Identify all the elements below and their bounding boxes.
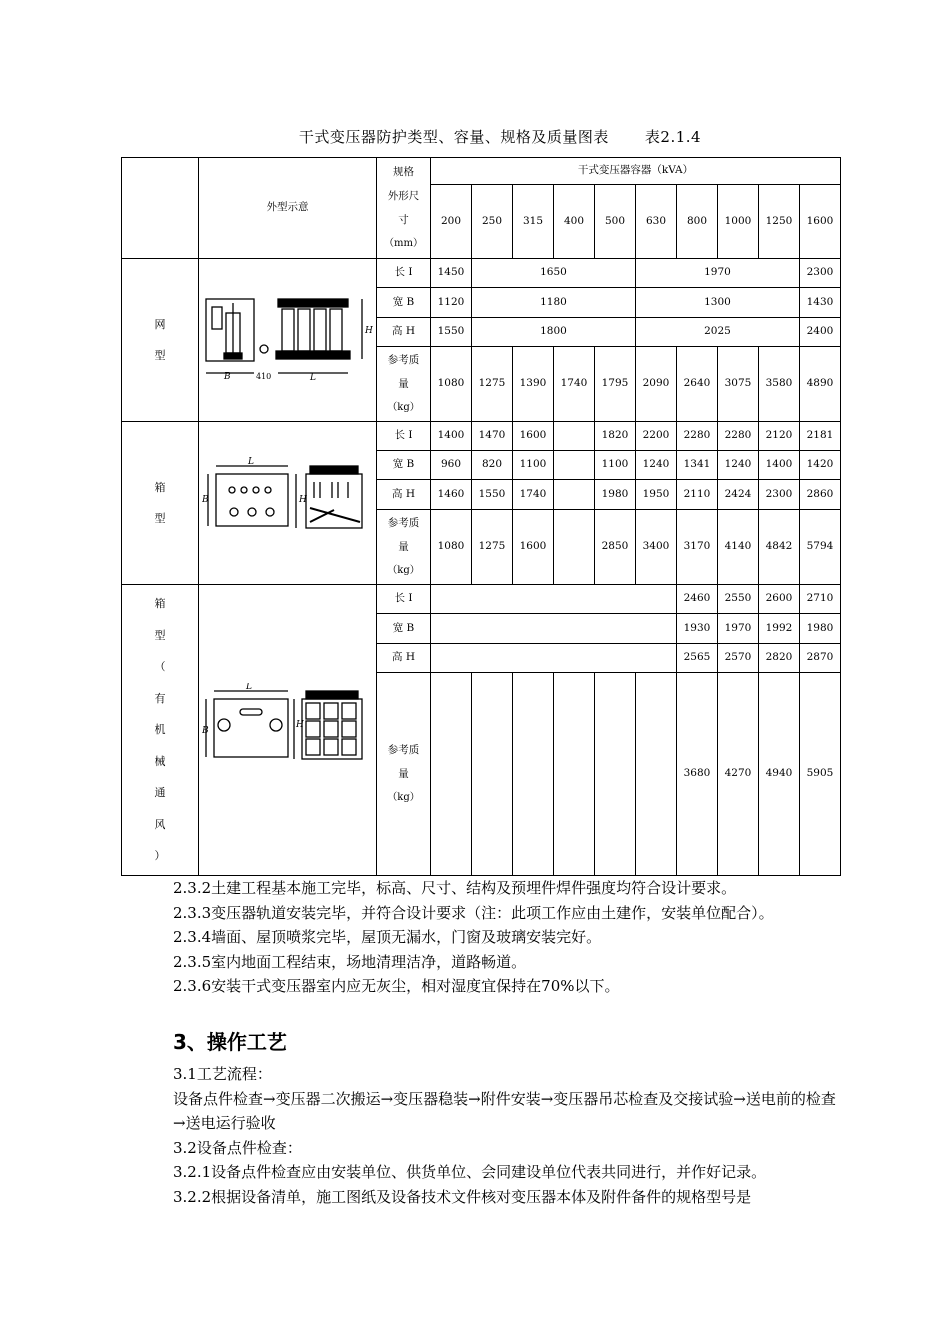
value-cell: 1992 <box>759 614 800 644</box>
value-cell <box>554 510 595 585</box>
value-cell: 2870 <box>800 644 841 673</box>
value-cell: 2300 <box>800 259 841 288</box>
type-cell-mesh: 网 型 <box>122 259 199 422</box>
param-height: 高 H <box>377 644 431 673</box>
value-cell: 2570 <box>718 644 759 673</box>
value-cell <box>554 480 595 510</box>
paragraph: 3.2.1设备点件检查应由安装单位、供货单位、会同建设单位代表共同进行，并作好记录。 <box>173 1163 767 1181</box>
value-cell: 1950 <box>636 480 677 510</box>
value-cell: 2424 <box>718 480 759 510</box>
capacity-cell: 400 <box>554 185 595 259</box>
value-cell: 2860 <box>800 480 841 510</box>
value-cell: 3170 <box>677 510 718 585</box>
empty-cell <box>554 673 595 876</box>
paragraph: 2.3.2土建工程基本施工完毕，标高、尺寸、结构及预埋件焊件强度均符合设计要求。 <box>173 879 737 897</box>
fig-label-b: B <box>201 495 209 506</box>
value-cell: 1080 <box>431 347 472 422</box>
value-cell: 1341 <box>677 451 718 480</box>
table-caption <box>0 126 950 147</box>
empty-cell <box>595 673 636 876</box>
value-cell: 2025 <box>636 318 800 347</box>
section-heading: 3、操作工艺 <box>173 1030 287 1054</box>
capacity-cell: 630 <box>636 185 677 259</box>
value-cell: 1550 <box>472 480 513 510</box>
value-cell: 2181 <box>800 422 841 451</box>
value-cell: 1795 <box>595 347 636 422</box>
value-cell: 5794 <box>800 510 841 585</box>
value-cell: 1970 <box>718 614 759 644</box>
value-cell: 1980 <box>800 614 841 644</box>
value-cell: 2110 <box>677 480 718 510</box>
value-cell: 1650 <box>472 259 636 288</box>
value-cell: 2600 <box>759 585 800 614</box>
value-cell: 1420 <box>800 451 841 480</box>
ventilated-box-transformer-figure <box>202 683 374 771</box>
figure-cell-mesh <box>199 259 377 422</box>
value-cell: 2550 <box>718 585 759 614</box>
mesh-transformer-figure <box>202 293 374 381</box>
value-cell: 1800 <box>472 318 636 347</box>
value-cell: 2400 <box>800 318 841 347</box>
value-cell: 2280 <box>718 422 759 451</box>
paragraph: 设备点件检查→变压器二次搬运→变压器稳装→附件安装→变压器吊芯检查及交接试验→送电前的检查→送电运行验收 <box>173 1089 836 1132</box>
fig-label-gap: 410 <box>255 372 271 382</box>
capacity-header: 干式变压器容器（kVA） <box>431 158 841 185</box>
value-cell: 4270 <box>718 673 759 876</box>
param-width: 宽 B <box>377 451 431 480</box>
fig-label-l: L <box>247 457 254 468</box>
param-mass: 参考质 量 （kg） <box>377 510 431 585</box>
value-cell: 5905 <box>800 673 841 876</box>
value-cell: 1740 <box>513 480 554 510</box>
paragraph: 2.3.5室内地面工程结束，场地清理洁净，道路畅道。 <box>173 952 527 971</box>
param-width: 宽 B <box>377 288 431 318</box>
value-cell: 2280 <box>677 422 718 451</box>
value-cell: 4842 <box>759 510 800 585</box>
param-length: 长 I <box>377 259 431 288</box>
value-cell: 2460 <box>677 585 718 614</box>
value-cell: 1550 <box>431 318 472 347</box>
value-cell: 1275 <box>472 510 513 585</box>
value-cell: 3680 <box>677 673 718 876</box>
value-cell: 2640 <box>677 347 718 422</box>
value-cell: 2710 <box>800 585 841 614</box>
shape-header: 外型示意 <box>199 158 377 259</box>
type-cell-box: 箱 型 <box>122 422 199 585</box>
value-cell: 1390 <box>513 347 554 422</box>
value-cell: 1460 <box>431 480 472 510</box>
fig-label-h: H <box>295 720 304 731</box>
empty-cell <box>636 673 677 876</box>
empty-span-cell <box>431 644 677 673</box>
value-cell: 1240 <box>636 451 677 480</box>
paragraph-list-1 <box>173 876 841 999</box>
value-cell: 1275 <box>472 347 513 422</box>
paragraph: 2.3.6安装干式变压器室内应无灰尘，相对湿度宜保持在70%以下。 <box>173 977 620 995</box>
value-cell: 1740 <box>554 347 595 422</box>
value-cell: 1980 <box>595 480 636 510</box>
table-number: 表2.1.4 <box>644 128 702 146</box>
value-cell: 4890 <box>800 347 841 422</box>
value-cell: 1470 <box>472 422 513 451</box>
param-mass: 参考质 量 （kg） <box>377 347 431 422</box>
capacity-cell: 1000 <box>718 185 759 259</box>
fig-label-b: B <box>223 372 231 382</box>
value-cell <box>554 451 595 480</box>
value-cell: 2120 <box>759 422 800 451</box>
figure-cell-box-ventilated <box>199 585 377 876</box>
capacity-cell: 315 <box>513 185 554 259</box>
capacity-cell: 250 <box>472 185 513 259</box>
empty-cell <box>472 673 513 876</box>
empty-cell <box>431 673 472 876</box>
fig-label-b: B <box>201 726 209 737</box>
spec-header: 规格 外形尺 寸 （mm） <box>377 158 431 259</box>
paragraph: 3.2设备点件检查： <box>173 1138 302 1157</box>
fig-label-h: H <box>298 495 307 506</box>
paragraph-list-2 <box>173 1062 841 1209</box>
value-cell: 2850 <box>595 510 636 585</box>
value-cell: 2090 <box>636 347 677 422</box>
empty-span-cell <box>431 585 677 614</box>
capacity-cell: 800 <box>677 185 718 259</box>
value-cell: 3580 <box>759 347 800 422</box>
value-cell: 1400 <box>431 422 472 451</box>
value-cell: 2820 <box>759 644 800 673</box>
value-cell: 1080 <box>431 510 472 585</box>
capacity-cell: 1600 <box>800 185 841 259</box>
value-cell: 960 <box>431 451 472 480</box>
value-cell: 1930 <box>677 614 718 644</box>
value-cell: 1600 <box>513 422 554 451</box>
param-mass: 参考质 量 （kg） <box>377 673 431 876</box>
value-cell: 1180 <box>472 288 636 318</box>
value-cell: 3400 <box>636 510 677 585</box>
fig-label-l: L <box>309 373 316 382</box>
value-cell: 1120 <box>431 288 472 318</box>
paragraph: 2.3.3变压器轨道安装完毕，并符合设计要求（注：此项工作应由土建作，安装单位配合）。 <box>173 903 774 922</box>
value-cell: 820 <box>472 451 513 480</box>
value-cell: 1970 <box>636 259 800 288</box>
param-height: 高 H <box>377 318 431 347</box>
type-cell-box-ventilated: 箱 型 （ 有 机 械 通 风 ） <box>122 585 199 876</box>
value-cell: 4940 <box>759 673 800 876</box>
value-cell: 1400 <box>759 451 800 480</box>
empty-cell <box>513 673 554 876</box>
param-width: 宽 B <box>377 614 431 644</box>
param-length: 长 I <box>377 585 431 614</box>
paragraph: 2.3.4墙面、屋顶喷浆完毕，屋顶无漏水，门窗及玻璃安装完好。 <box>173 928 602 946</box>
transformer-spec-table <box>121 157 841 876</box>
value-cell: 1300 <box>636 288 800 318</box>
value-cell: 1450 <box>431 259 472 288</box>
paragraph: 3.2.2根据设备清单，施工图纸及设备技术文件核对变压器本体及附件备件的规格型号是 <box>173 1187 752 1206</box>
value-cell: 4140 <box>718 510 759 585</box>
param-height: 高 H <box>377 480 431 510</box>
figure-cell-box <box>199 422 377 585</box>
capacity-cell: 1250 <box>759 185 800 259</box>
capacity-cell: 500 <box>595 185 636 259</box>
value-cell: 1100 <box>513 451 554 480</box>
capacity-cell: 200 <box>431 185 472 259</box>
value-cell: 2300 <box>759 480 800 510</box>
param-length: 长 I <box>377 422 431 451</box>
empty-span-cell <box>431 614 677 644</box>
value-cell: 2200 <box>636 422 677 451</box>
box-transformer-figure <box>202 456 374 544</box>
value-cell: 3075 <box>718 347 759 422</box>
value-cell: 1820 <box>595 422 636 451</box>
table-title: 干式变压器防护类型、容量、规格及质量图表 <box>298 128 609 146</box>
fig-label-l: L <box>245 683 252 693</box>
value-cell <box>554 422 595 451</box>
value-cell: 1240 <box>718 451 759 480</box>
value-cell: 1430 <box>800 288 841 318</box>
value-cell: 2565 <box>677 644 718 673</box>
header-empty-cell <box>122 158 199 259</box>
fig-label-h: H <box>364 326 373 337</box>
value-cell: 1100 <box>595 451 636 480</box>
paragraph: 3.1工艺流程： <box>173 1065 272 1083</box>
value-cell: 1600 <box>513 510 554 585</box>
